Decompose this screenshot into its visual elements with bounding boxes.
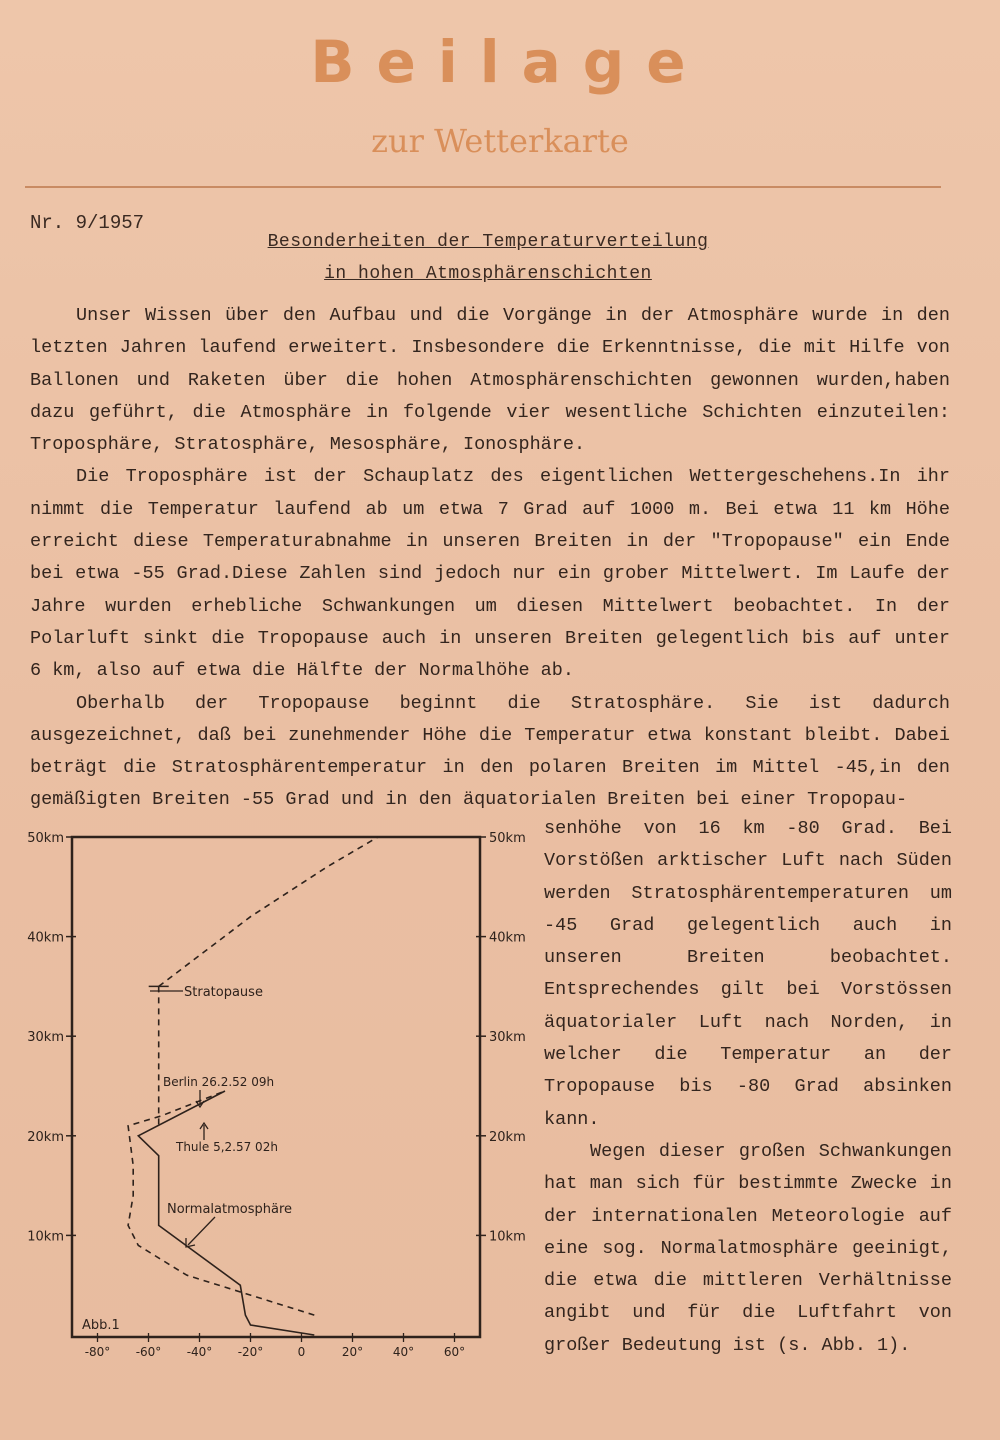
article-heading-line-1: Besonderheiten der Temperaturverteilung: [267, 232, 709, 252]
right-axis: [476, 831, 526, 1244]
annotation-berlin: Berlin 26.2.52 09h: [163, 1075, 275, 1089]
x-tick-label: -60°: [135, 1345, 162, 1359]
y-tick-label-left: 50km: [27, 831, 64, 846]
x-tick-label: 20°: [341, 1345, 364, 1359]
paragraph: Wegen dieser großen Schwankungen hat man sich für bestimmte Zwecke in der internationalen Meteorologie auf eine sog. Normalatmosphäre geeinigt, die etwa die mittleren Verhältnisse angibt und für die Luftfahrt von großer Bedeutung ist (s. Abb. 1).: [544, 1140, 952, 1356]
article-heading-line-2: in hohen Atmosphärenschichten: [324, 264, 652, 284]
paragraph: Unser Wissen über den Aufbau und die Vorgänge in der Atmosphäre wurde in den letzten Jahren laufend erweitert. Insbesondere die Erkenntnisse, die mit Hilfe von Ballonen und Raketen über die hohen Atmosphärenschichten gewonnen wurden,haben dazu geführt, die Atmosphäre in folgende vier wesentliche Schichten einzuteilen: Troposphäre, Stratosphäre, Mesosphäre, Ionosphäre.: [30, 305, 950, 456]
paragraph: Die Troposphäre ist der Schauplatz des eigentlichen Wettergeschehens.In ihr nimmt die Temperatur laufend ab um etwa 7 Grad auf 1000 m. Bei etwa 11 km Höhe erreicht diese Temperaturabnahme in unseren Breiten in der "Tropopause" ein Ende bei etwa -55 Grad.Diese Zahlen sind jedoch nur ein grober Mittelwert. Im Laufe der Jahre wurden erhebliche Schwankungen um diesen Mittelwert beobachtet. In der Polarluft sinkt die Tropopause auch in unseren Breiten gelegentlich bis auf unter 6 km, also auf etwa die Hälfte der Normalhöhe ab.: [30, 466, 950, 682]
annotation-normalatmosphaere: Normalatmosphäre: [167, 1202, 293, 1217]
x-tick-label: 0: [297, 1345, 306, 1359]
x-tick-label: -20°: [237, 1345, 264, 1359]
annotation-thule: Thule 5,2.57 02h: [176, 1140, 278, 1154]
paragraph: senhöhe von 16 km -80 Grad. Bei Vorstößen arktischer Luft nach Süden werden Stratosphärentemperaturen um -45 Grad gelegentlich auch in unseren Breiten beobachtet. Entsprechendes gilt bei Vorstössen äquatorialer Luft nach Norden, in welcher die Temperatur an der Tropopause bis -80 Grad absinken kann.: [544, 818, 952, 1130]
plot-frame: [72, 837, 480, 1337]
paragraph: Oberhalb der Tropopause beginnt die Stratosphäre. Sie ist dadurch ausgezeichnet, daß bei zunehmender Höhe die Temperatur etwa konstant bleibt. Dabei beträgt die Stratosphärentemperatur in den polaren Breiten im Mittel -45,in den gemäßigten Breiten -55 Grad und in den äquatorialen Breiten bei einer Tropopau-: [30, 692, 950, 811]
y-tick-label-left: 30km: [27, 1030, 64, 1046]
masthead-subtitle: zur Wetterkarte: [371, 122, 629, 160]
article-body-side-column: [544, 813, 952, 1362]
x-tick-label: -80°: [84, 1345, 111, 1359]
annotation-stratopause: Stratopause: [184, 985, 263, 1000]
y-tick-label-right: 30km: [489, 1030, 526, 1046]
masthead-divider: [25, 186, 941, 188]
x-tick-label: -40°: [186, 1345, 213, 1359]
temperature-profile-chart: [20, 820, 535, 1365]
article-body: [30, 300, 950, 817]
masthead-title: Beilage: [310, 28, 708, 96]
y-tick-label-right: 50km: [489, 831, 526, 846]
y-tick-label-right: 10km: [489, 1229, 526, 1245]
y-tick-label-left: 20km: [27, 1129, 64, 1145]
left-axis: [27, 831, 76, 1244]
x-tick-label: 60°: [443, 1345, 466, 1359]
y-tick-label-right: 20km: [489, 1129, 526, 1145]
y-tick-label-right: 40km: [489, 930, 526, 946]
y-tick-label-left: 40km: [27, 930, 64, 946]
figure-label: Abb.1: [82, 1318, 120, 1333]
series-line-stratopause: [159, 837, 378, 986]
y-tick-label-left: 10km: [27, 1229, 64, 1245]
issue-number: Nr. 9/1957: [30, 212, 145, 234]
normalatmosphaere-pointer: [188, 1217, 215, 1245]
x-tick-label: 40°: [392, 1345, 415, 1359]
